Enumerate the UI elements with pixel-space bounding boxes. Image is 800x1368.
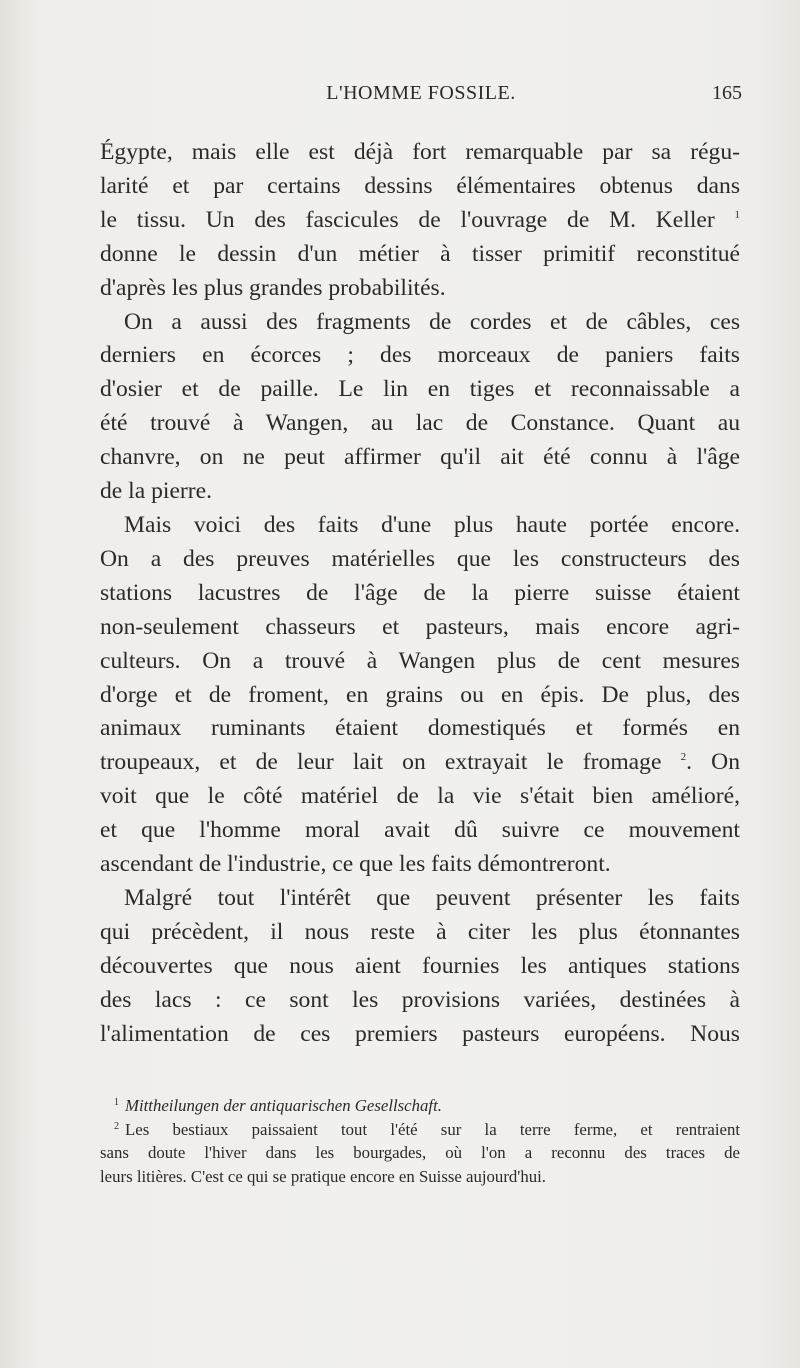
text-line [100, 746, 740, 780]
footnote [100, 1094, 740, 1118]
text-line: Mais voici des faits d'une plus haute portée encore. [124, 511, 740, 538]
footnotes [100, 1094, 740, 1188]
paragraph [100, 136, 740, 306]
text-line: On a aussi des fragments de cordes et de câbles, ces [124, 308, 740, 335]
text-line: Malgré tout l'intérêt que peuvent présenter les faits [124, 884, 740, 911]
text-line: d'osier et de paille. Le lin en tiges et reconnaissable a [100, 376, 740, 403]
text-line: animaux ruminants étaient domestiqués et formés en [100, 715, 740, 742]
footnote-text: leurs litières. C'est ce qui se pratique encore en Suisse aujourd'hui. [100, 1166, 546, 1186]
footnote-ref: 2 [680, 751, 687, 764]
text-line: découvertes que nous aient fournies les antiques stations [100, 952, 740, 979]
footnote [100, 1118, 740, 1142]
text-line: donne le dessin d'un métier à tisser primitif reconstitué [100, 240, 740, 267]
text-line: l'alimentation de ces premiers pasteurs européens. Nous [100, 1020, 740, 1047]
running-title: L'HOMME FOSSILE. [326, 82, 516, 104]
text-line: On a des preuves matérielles que les constructeurs des [100, 545, 740, 572]
page-number: 165 [712, 82, 742, 104]
text-fragment: . On [686, 749, 740, 776]
text-line: des lacs : ce sont les provisions variées, destinées à [100, 986, 740, 1013]
text-line: voit que le côté matériel de la vie s'était bien amélioré, [100, 783, 740, 810]
text-line: été trouvé à Wangen, au lac de Constance. Quant au [100, 410, 740, 437]
footnote-text: sans doute l'hiver dans les bourgades, où l'on a reconnu des traces de [100, 1143, 740, 1162]
text-line: qui précèdent, il nous reste à citer les plus étonnantes [100, 918, 740, 945]
text-line: et que l'homme moral avait dû suivre ce mouvement [100, 817, 740, 844]
text-fragment: le tissu. Un des fascicules de l'ouvrage de M. Keller [100, 206, 715, 233]
text-line: d'orge et de froment, en grains ou en épis. De plus, des [100, 681, 740, 708]
text-line: culteurs. On a trouvé à Wangen plus de cent mesures [100, 647, 740, 674]
footnote-ref: 1 [734, 208, 740, 221]
text-line: Égypte, mais elle est déjà fort remarquable par sa régu- [100, 139, 740, 165]
footnote-text: Mittheilungen der antiquarischen Gesellschaft. [125, 1096, 442, 1115]
text-line: larité et par certains dessins élémentaires obtenus dans [100, 172, 740, 199]
paragraph [100, 509, 740, 882]
text-line: ascendant de l'industrie, ce que les faits démontreront. [100, 851, 611, 878]
text-line: derniers en écorces ; des morceaux de paniers faits [100, 342, 740, 369]
footnote-mark: 2 [114, 1120, 119, 1132]
text-line [100, 204, 740, 238]
text-line: non-seulement chasseurs et pasteurs, mais encore agri- [100, 613, 740, 640]
footnote-mark: 1 [114, 1097, 119, 1108]
paragraph [100, 306, 740, 509]
text-line: de la pierre. [100, 478, 213, 505]
text-line: d'après les plus grandes probabilités. [100, 274, 446, 301]
body-text [100, 136, 740, 1051]
text-line: chanvre, on ne peut affirmer qu'il ait été connu à l'âge [100, 444, 740, 471]
paragraph [100, 882, 740, 1052]
text-fragment: troupeaux, et de leur lait on extrayait le fromage [100, 749, 662, 776]
text-line: stations lacustres de l'âge de la pierre suisse étaient [100, 579, 740, 606]
page-header [100, 78, 742, 108]
footnote-text: Les bestiaux paissaient tout l'été sur la terre ferme, et rentraient [125, 1119, 740, 1139]
